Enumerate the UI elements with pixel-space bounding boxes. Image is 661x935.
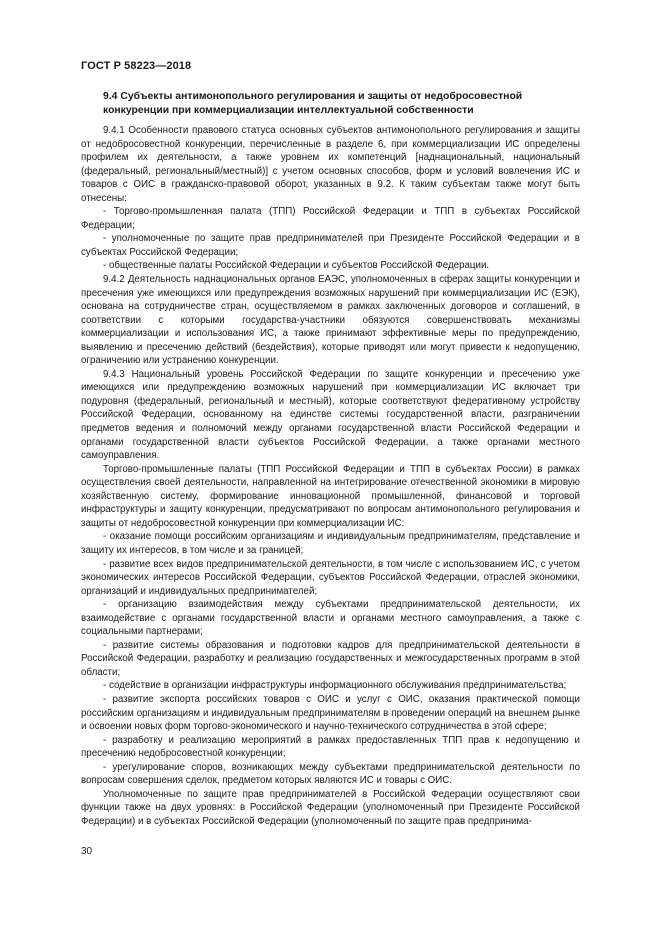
page-number: 30 — [81, 846, 93, 857]
paragraph-9-4-1: 9.4.1 Особенности правового статуса основных субъектов антимонопольного регулирования и защиты от недобросовестной конкуренции, перечисленные в разделе 6, при коммерциализации ИС определены профилем их деятельности, а также уровнем их компетенций [наднациональный, национальный (федеральный, региональный/местный)] с учетом основных способов, форм и условий вовлечения ИС и товаров с ОИС в гражданско-правовой оборот, указанных в 9.2. К таким субъектам также могут быть отнесены: — [81, 125, 580, 204]
list-item: - уполномоченные по защите прав предпринимателей при Президенте Российской Федерации и в субъектах Российской Федерации; — [81, 233, 580, 258]
list-item: - развитие экспорта российских товаров с ОИС и услуг с ОИС, оказания практической помощи российским организациям и индивидуальным предпринимателям в проведении операций на внешнем рынке и освоении новых форм торгово-экономического и научно-технического сотрудничества в этой сфере; — [81, 693, 580, 733]
body-text — [81, 124, 580, 828]
paragraph-tpp: Торгово-промышленные палаты (ТПП Российской Федерации и ТПП в субъектах России) в рамках осуществления своей деятельности, направленной на интегрирование отечественной экономики в мировую хозяйственную систему, формирование инновационной промышленной, финансовой и торговой инфраструктуры и защиту конкуренции, предусматривают по вопросам антимонопольного регулирования и защиты от недобросовестной конкуренции при коммерциализации ИС: — [81, 463, 580, 529]
list-item: - общественные палаты Российской Федерации и субъектов Российской Федерации. — [103, 260, 490, 272]
list-item: - развитие системы образования и подготовки кадров для предпринимательской деятельности в Российской Федерации, разработку и реализацию государственных и межгосударственных программ в этой области; — [81, 639, 580, 678]
list-item: - разработку и реализацию мероприятий в рамках предоставленных ТПП прав к недопущению и пресечению недобросовестной конкуренции; — [81, 734, 580, 760]
list-item: - содействие в организации инфраструктуры информационного обслуживания предпринимательства; — [103, 680, 567, 692]
list-item: - оказание помощи российским организациям и индивидуальным предпринимателям, представление и защиту их интересов, в том числе и за границей; — [81, 531, 580, 556]
section-title: 9.4 Субъекты антимонопольного регулирования и защиты от недобросовестной конкуренции при коммерциализации интеллектуальной собственности — [103, 91, 523, 117]
paragraph-9-4-3: 9.4.3 Национальный уровень Российской Федерации по защите конкуренции и пресечению уже имеющихся или предупреждению возможных нарушений при коммерциализации ИС включает три подуровня (федеральный, региональный и местный), которые соответствуют федеративному устройству Российской Федерации, основанному на единстве системы государственной власти, разграничении предметов ведения и полномочий между органами государственной власти Российской Федерации и органами государственной власти субъектов Российской Федерации, а также органами местного самоуправления. — [81, 368, 580, 462]
list-item: - развитие всех видов предпринимательской деятельности, в том числе с использованием ИС, с учетом экономических интересов Российской Федерации, субъектов Российской Федерации, отраслей экономики, организаций и индивидуальных предпринимателей; — [81, 558, 580, 597]
paragraph-9-4-2: 9.4.2 Деятельность наднациональных органов ЕАЭС, уполномоченных в сферах защиты конкуренции и пресечения уже имеющихся или предупреждения возможных нарушений при коммерциализации ИС (ЕЭК), основана на сотрудничестве стран, осуществляемом в рамках заключенных договоров и соглашений, в соответствии с которыми государства-участники обязуются совершенствовать механизмы коммерциализации и использования ИС, а также принимают эффективные меры по предупреждению, выявлению и пресечению действий (бездействия), которые приводят или могут привести к недопущению, ограничению или устранению конкуренции. — [81, 274, 580, 367]
list-item: - Торгово-промышленная палата (ТПП) Российской Федерации и ТПП в субъектах Российской Федерации; — [81, 206, 580, 231]
list-item: - организацию взаимодействия между субъектами предпринимательской деятельности, их взаимодействие с органами государственной власти и органами местного самоуправления, а также с социальными партнерами; — [81, 599, 580, 638]
paragraph-ombudsmen: Уполномоченные по защите прав предпринимателей в Российской Федерации осуществляют свои функции также на двух уровнях: в Российской Федерации (уполномоченный при Президенте Российской Федерации) и в субъектах Российской Федерации (уполномоченный по защите прав предпринима- — [81, 788, 580, 827]
standard-code-header: ГОСТ Р 58223—2018 — [81, 60, 192, 72]
list-item: - урегулирование споров, возникающих между субъектами предпринимательской деятельности по вопросам совершения сделок, предметом которых являются ИС и товары с ОИС. — [81, 761, 580, 787]
